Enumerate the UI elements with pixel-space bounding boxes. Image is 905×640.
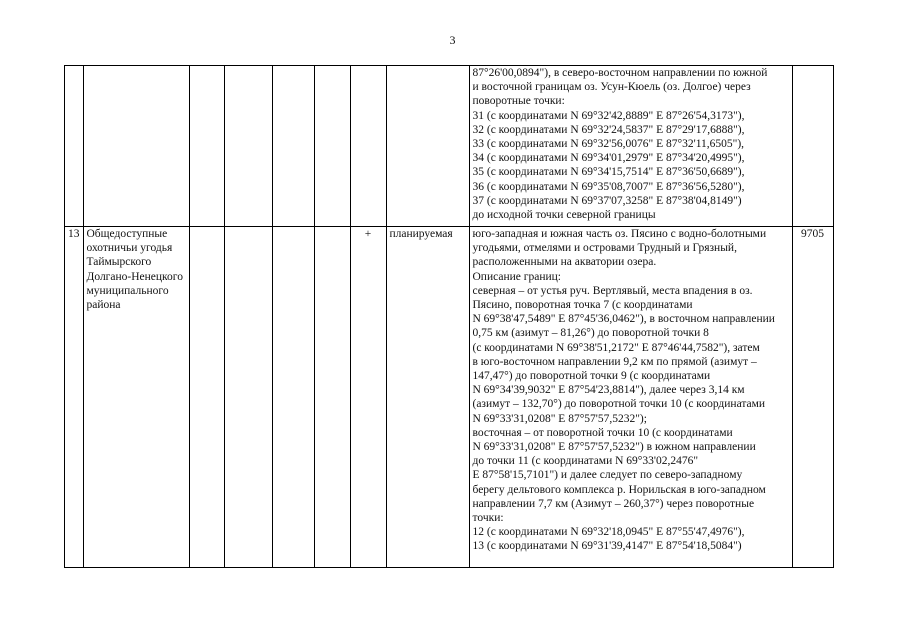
empty-cell — [189, 66, 224, 227]
boundary-description-cell: 87°26'00,0894"), в северо-восточном направлении по южной и восточной границам оз. Усун-Кюель (оз. Долгое) через поворотные точки: 31 (с координатами N 69°32'42,8889" E 87°26'54,3173"), 32 (с координатами N 69°32'24,5837" E 87°29'17,6888"), 33 (с координатами N 69°32'56,0076" E 87°32'11,6505"), 34 (с координатами N 69°34'01,2979" E 87°34'20,4995"), 35 (с координатами N 69°34'15,7514" E 87°36'50,6689"), 36 (с координатами N 69°35'08,7007" E 87°36'56,5280"), 37 (с координатами N 69°37'07,3258" E 87°38'04,8149") до исходной точки северной границы — [469, 66, 792, 227]
empty-cell — [272, 227, 314, 568]
table-row — [65, 227, 834, 568]
mark-cell: + — [350, 227, 386, 568]
row-number-cell: 13 — [65, 227, 84, 568]
empty-cell — [314, 66, 350, 227]
row-number-cell — [65, 66, 84, 227]
mark-cell — [350, 66, 386, 227]
empty-cell — [189, 227, 224, 568]
empty-cell — [272, 66, 314, 227]
boundary-description-cell: юго-западная и южная часть оз. Пясино с водно-болотными угодьями, отмелями и островами Трудный и Грязный, расположенными на акватории озера. Описание границ: северная – от устья руч. Вертлявый, места впадения в оз. Пясино, поворотная точка 7 (с координатами N 69°38'47,5489" E 87°45'36,0462"), в восточном направлении 0,75 км (азимут – 81,26°) до поворотной точки 8 (с координатами N 69°38'51,2172" E 87°46'44,7582"), затем в юго-восточном направлении 9,2 км по прямой (азимут – 147,47°) до поворотной точки 9 (с координатами N 69°34'39,9032" E 87°54'23,8814"), далее через 3,14 км (азимут – 132,70°) до поворотной точки 10 (с координатами N 69°33'31,0208" E 87°57'57,5232"); восточная – от поворотной точки 10 (с координатами N 69°33'31,0208" E 87°57'57,5232") в южном направлении до точки 11 (с координатами N 69°33'02,2476" E 87°58'15,7101") и далее следует по северо-западному берегу дельтового комплекса р. Норильская в юго-западном направлении 7,7 км (Азимут – 260,37°) через поворотные точки: 12 (с координатами N 69°32'18,0945" E 87°55'47,4976"), 13 (с координатами N 69°31'39,4147" E 87°54'18,5084") — [469, 227, 792, 568]
empty-cell — [224, 66, 272, 227]
area-cell — [792, 66, 833, 227]
page-number: 3 — [449, 33, 456, 47]
area-cell: 9705 — [792, 227, 833, 568]
empty-cell — [314, 227, 350, 568]
status-cell — [386, 66, 469, 227]
status-cell: планируемая — [386, 227, 469, 568]
empty-cell — [224, 227, 272, 568]
territory-name-cell: Общедоступные охотничьи угодья Таймырского Долгано-Ненецкого муниципального района — [83, 227, 189, 568]
territory-table — [64, 65, 834, 568]
table-row — [65, 66, 834, 227]
territory-name-cell — [83, 66, 189, 227]
